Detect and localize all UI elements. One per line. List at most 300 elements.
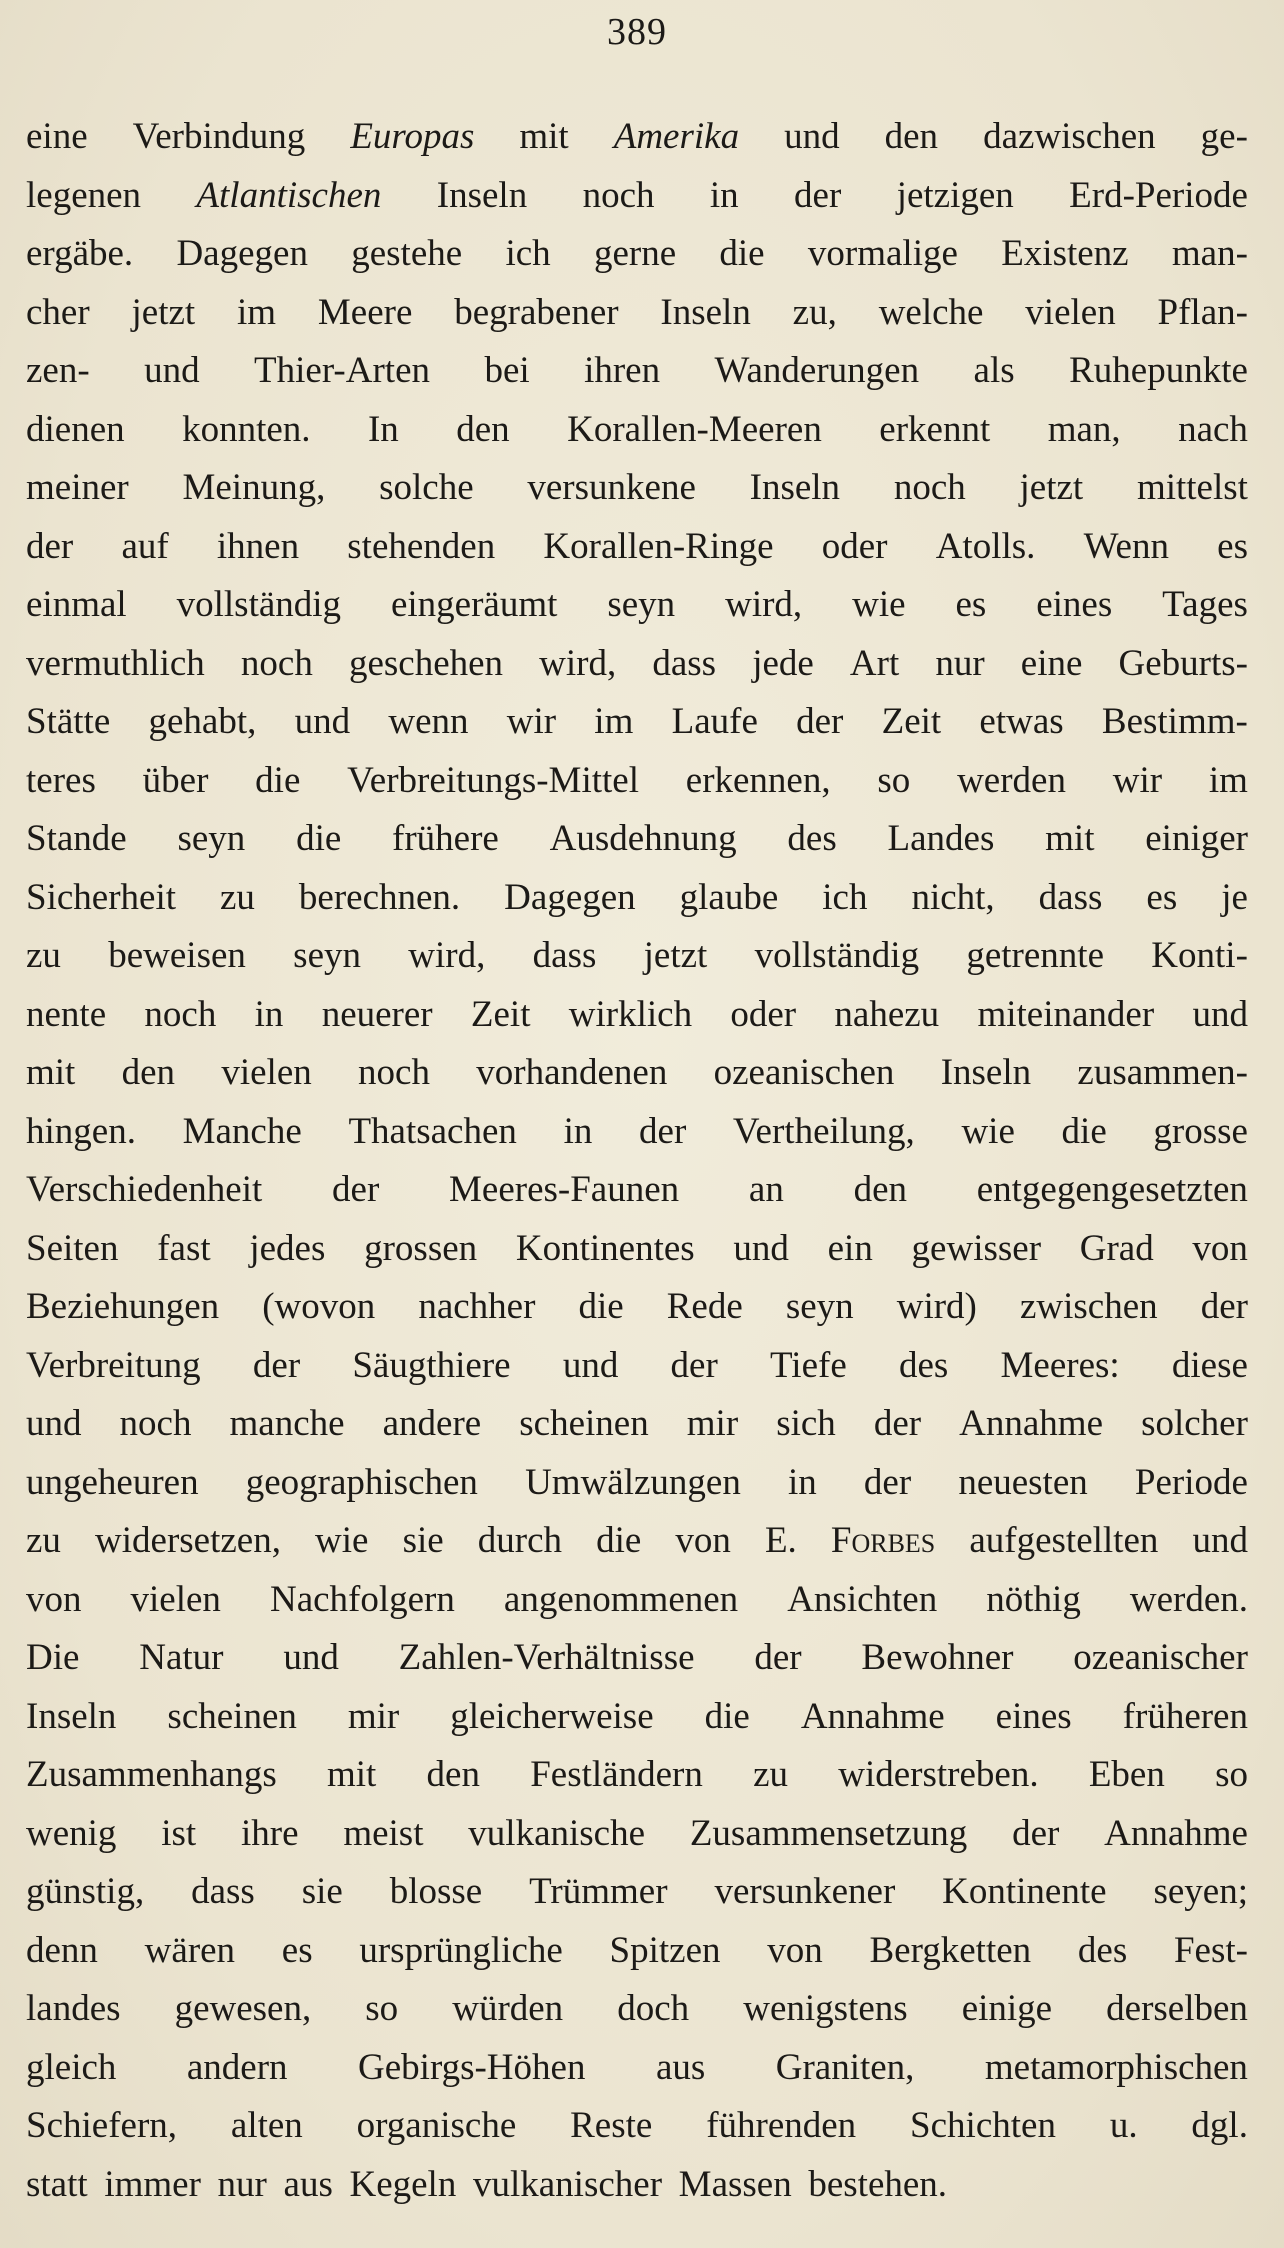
word: Inseln xyxy=(436,174,528,216)
word: ergäbe. xyxy=(26,233,134,274)
word: Korallen-Ringe xyxy=(543,525,774,567)
word: Kontinentes xyxy=(515,1227,695,1269)
word: diese xyxy=(1171,1344,1248,1386)
word: nur xyxy=(935,642,985,684)
word: von xyxy=(26,1578,82,1620)
word: Bewohner xyxy=(861,1637,1014,1678)
word: scheinen xyxy=(167,1695,297,1737)
text-line xyxy=(26,1220,1248,1279)
text-line xyxy=(26,459,1248,518)
word: einmal xyxy=(26,584,127,625)
word: jetzt xyxy=(643,935,708,976)
word: mit xyxy=(326,1754,377,1795)
word: an xyxy=(748,1169,784,1210)
word: Verbreitungs-Mittel xyxy=(347,759,639,801)
text-line xyxy=(26,108,1248,167)
word: Tiefe xyxy=(770,1344,847,1386)
word: in xyxy=(563,1110,593,1152)
word: Reste xyxy=(570,2105,653,2146)
word: dass xyxy=(1038,876,1103,918)
word: der xyxy=(670,1344,718,1386)
word: Bergketten xyxy=(869,1929,1032,1971)
word: hingen. xyxy=(26,1110,136,1152)
word: Erd-Periode xyxy=(1069,174,1248,216)
word: je xyxy=(1221,876,1248,918)
word: Stätte xyxy=(26,701,111,742)
word: Ausdehnung xyxy=(549,818,737,859)
word: wird, xyxy=(539,642,617,684)
word: und xyxy=(1192,993,1248,1035)
word: immer xyxy=(104,2163,201,2205)
word: gewesen, xyxy=(174,1988,312,2029)
word: der xyxy=(1012,1812,1060,1854)
word: Art xyxy=(849,642,900,684)
word: Schichten xyxy=(910,2105,1056,2146)
word: Die xyxy=(26,1637,80,1678)
word: Manche xyxy=(182,1110,302,1152)
word: eine xyxy=(26,116,88,157)
word: ursprüngliche xyxy=(359,1929,563,1971)
word: oder xyxy=(821,525,888,567)
word: Inseln xyxy=(749,467,841,508)
word: ozeanischen xyxy=(713,1052,895,1093)
word: wie xyxy=(315,1520,369,1561)
word: durch xyxy=(477,1520,562,1561)
word: den xyxy=(456,408,510,450)
word: zu xyxy=(220,876,255,918)
word: und xyxy=(562,1344,619,1386)
word: angenommenen xyxy=(503,1578,739,1620)
word: der xyxy=(332,1169,380,1210)
word: den xyxy=(121,1052,176,1093)
word: Atolls. xyxy=(935,525,1036,567)
word: welche xyxy=(878,291,984,333)
text-line xyxy=(26,1688,1248,1747)
word: zu xyxy=(26,1520,61,1561)
word: neuesten xyxy=(958,1461,1088,1503)
text-line xyxy=(26,1629,1248,1688)
text-line xyxy=(26,2039,1248,2098)
word: vielen xyxy=(130,1578,221,1620)
text-line xyxy=(26,1044,1248,1103)
word: gewisser xyxy=(911,1227,1042,1269)
word: dienen xyxy=(26,408,125,450)
word: Schiefern, xyxy=(26,2105,178,2146)
word: neuerer xyxy=(321,993,433,1035)
word: so xyxy=(1215,1754,1248,1795)
word: frühere xyxy=(392,818,499,859)
word: Konti- xyxy=(1151,935,1248,976)
word: legenen xyxy=(26,174,142,216)
word: wird) xyxy=(896,1286,977,1327)
word: In xyxy=(367,408,399,450)
word: Festländern xyxy=(530,1754,703,1795)
word: Massen xyxy=(678,2163,792,2205)
word: manche xyxy=(229,1403,345,1444)
word: Säugthiere xyxy=(352,1344,511,1386)
text-line xyxy=(26,284,1248,343)
word: des xyxy=(1077,1929,1128,1971)
word: gestehe xyxy=(351,233,463,274)
word: es xyxy=(1217,525,1248,567)
word: vielen xyxy=(1025,291,1116,333)
word: der xyxy=(26,525,74,567)
word: zen- xyxy=(26,350,90,391)
word: Trümmer xyxy=(529,1871,668,1912)
word: von xyxy=(1192,1227,1248,1269)
word: und xyxy=(26,1403,82,1444)
word: begrabener xyxy=(454,291,619,333)
word: Graniten, xyxy=(775,2046,915,2088)
word: im xyxy=(1208,759,1248,801)
word: Thier-Arten xyxy=(254,350,430,391)
word: Europas xyxy=(350,116,475,157)
word: Sicherheit xyxy=(26,876,177,918)
word: geographischen xyxy=(245,1461,478,1503)
word: andern xyxy=(186,2046,288,2088)
word: andere xyxy=(382,1403,482,1444)
word: so xyxy=(365,1988,399,2029)
word: Ansichten xyxy=(787,1578,938,1620)
word: ge- xyxy=(1200,116,1248,157)
word: der xyxy=(1200,1286,1248,1327)
word: denn xyxy=(26,1929,98,1971)
text-line xyxy=(26,576,1248,635)
word: Umwälzungen xyxy=(525,1461,741,1503)
text-line xyxy=(26,1922,1248,1981)
word: Spitzen xyxy=(609,1929,721,1971)
word: Fest- xyxy=(1173,1929,1248,1971)
word: zwischen xyxy=(1019,1286,1158,1327)
word: aus xyxy=(655,2046,706,2088)
word: ungeheuren xyxy=(26,1461,199,1503)
word: Zeit xyxy=(881,701,942,742)
word: über xyxy=(142,759,209,801)
word: ich xyxy=(822,876,868,918)
word: sich xyxy=(776,1403,836,1444)
text-line xyxy=(26,1278,1248,1337)
word: vorhandenen xyxy=(476,1052,668,1093)
word: Eben xyxy=(1088,1754,1165,1795)
word: gleich xyxy=(26,2046,117,2088)
word: die xyxy=(296,818,342,859)
word: bei xyxy=(484,350,530,391)
word: aus xyxy=(283,2163,333,2205)
word: aufgestellten xyxy=(969,1520,1159,1561)
word: im xyxy=(594,701,634,742)
word: man, xyxy=(1047,408,1121,450)
word: oder xyxy=(730,993,797,1035)
text-line xyxy=(26,1103,1248,1162)
word: und xyxy=(283,1637,339,1678)
text-line xyxy=(26,1571,1248,1630)
word: Geburts- xyxy=(1118,642,1248,684)
word: teres xyxy=(26,759,96,801)
word: Seiten xyxy=(26,1227,119,1269)
word: vollständig xyxy=(176,584,342,625)
word: Gebirgs-Höhen xyxy=(358,2046,586,2088)
word: vollständig xyxy=(754,935,920,976)
word: mit xyxy=(519,116,569,157)
word: (wovon xyxy=(262,1286,376,1327)
word: gleicherweise xyxy=(450,1695,654,1737)
text-line xyxy=(26,1161,1248,1220)
text-line xyxy=(26,1454,1248,1513)
word: Stande xyxy=(26,818,127,859)
word: noch xyxy=(358,1052,430,1093)
text-line xyxy=(26,342,1248,401)
word: noch xyxy=(893,467,966,508)
word: seyen; xyxy=(1153,1871,1248,1912)
word: bestehen. xyxy=(808,2163,948,2205)
text-line xyxy=(26,2156,1248,2215)
word: Verbreitung xyxy=(26,1344,201,1386)
word: Bestimm- xyxy=(1101,701,1248,742)
word: Rede xyxy=(666,1286,743,1327)
word: Annahme xyxy=(1104,1812,1248,1854)
word: seyn xyxy=(177,818,246,859)
word: mittelst xyxy=(1136,467,1248,508)
word: gerne xyxy=(593,233,677,274)
word: von xyxy=(767,1929,823,1971)
text-line xyxy=(26,1980,1248,2039)
word: berechnen. xyxy=(298,876,461,918)
word: Vertheilung, xyxy=(732,1110,915,1152)
word: ihre xyxy=(241,1812,299,1854)
word: Pflan- xyxy=(1157,291,1248,333)
word: des xyxy=(787,818,837,859)
word: blosse xyxy=(389,1871,483,1912)
word: auf xyxy=(121,525,169,567)
text-line xyxy=(26,1805,1248,1864)
word: ein xyxy=(827,1227,873,1269)
word: Amerika xyxy=(613,116,740,157)
word: vermuthlich xyxy=(26,642,205,684)
word: als xyxy=(973,350,1015,391)
word: Inseln xyxy=(660,291,751,333)
word: Zusammenhangs xyxy=(26,1754,277,1795)
text-line xyxy=(26,1746,1248,1805)
word: glaube xyxy=(679,876,779,918)
word: doch xyxy=(617,1988,690,2029)
word: geschehen xyxy=(348,642,504,684)
word: Atlantischen xyxy=(196,174,382,216)
word: wären xyxy=(144,1929,236,1971)
word: Thatsachen xyxy=(348,1110,517,1152)
word: Inseln xyxy=(940,1052,1032,1093)
word: vormalige xyxy=(807,233,958,274)
word: getrennte xyxy=(966,935,1105,976)
word: nente xyxy=(26,993,107,1035)
word: ihnen xyxy=(216,525,300,567)
word: dass xyxy=(532,935,597,976)
word: und xyxy=(294,701,351,742)
word: wie xyxy=(852,584,906,625)
word: dass xyxy=(652,642,717,684)
word: eines xyxy=(1036,584,1113,625)
word: jede xyxy=(752,642,814,684)
word: zu, xyxy=(792,291,837,333)
word: nöthig xyxy=(986,1578,1081,1620)
word: des xyxy=(898,1344,949,1386)
word: Zeit xyxy=(470,993,531,1035)
text-line xyxy=(26,2097,1248,2156)
word: versunkener xyxy=(714,1871,896,1912)
word: nach xyxy=(1178,408,1248,450)
word: Zusammensetzung xyxy=(689,1812,968,1854)
word: widerstreben. xyxy=(838,1754,1039,1795)
word: Forbes xyxy=(830,1520,936,1561)
word: eines xyxy=(995,1695,1072,1737)
text-line xyxy=(26,1395,1248,1454)
word: noch xyxy=(119,1403,192,1444)
word: Kontinente xyxy=(942,1871,1107,1912)
word: und xyxy=(733,1227,789,1269)
word: Zahlen-Verhältnisse xyxy=(398,1637,695,1678)
word: Wanderungen xyxy=(714,350,920,391)
word: werden. xyxy=(1129,1578,1248,1620)
word: E. xyxy=(764,1520,797,1561)
word: Existenz xyxy=(1001,233,1129,274)
word: wirklich xyxy=(568,993,693,1035)
word: führenden xyxy=(706,2105,857,2146)
word: im xyxy=(237,291,277,333)
word: der xyxy=(639,1110,687,1152)
word: noch xyxy=(240,642,313,684)
word: statt xyxy=(26,2163,88,2205)
word: Beziehungen xyxy=(26,1286,220,1327)
word: der xyxy=(794,174,842,216)
text-line xyxy=(26,1512,1248,1571)
word: mir xyxy=(347,1695,400,1737)
text-line xyxy=(26,1337,1248,1396)
word: ihren xyxy=(584,350,661,391)
word: cher xyxy=(26,291,90,333)
word: und xyxy=(1192,1520,1248,1561)
word: wenig xyxy=(26,1812,117,1854)
word: widersetzen, xyxy=(95,1520,281,1561)
word: Meeres: xyxy=(1000,1344,1120,1386)
word: jetzt xyxy=(1019,467,1084,508)
text-line xyxy=(26,635,1248,694)
word: Kegeln xyxy=(349,2163,457,2205)
word: jedes xyxy=(249,1227,326,1269)
word: seyn xyxy=(607,584,676,625)
word: Laufe xyxy=(671,701,758,742)
word: Grad xyxy=(1079,1227,1154,1269)
word: der xyxy=(873,1403,922,1444)
word: die xyxy=(578,1286,624,1327)
body-text xyxy=(26,108,1248,2214)
word: dazwischen xyxy=(983,116,1156,157)
word: Meeres-Faunen xyxy=(449,1169,680,1210)
word: versunkene xyxy=(527,467,696,508)
word: dgl. xyxy=(1191,2105,1248,2146)
word: stehenden xyxy=(347,525,496,567)
word: erkennen, xyxy=(685,759,831,801)
word: jetzigen xyxy=(896,174,1014,216)
word: die xyxy=(704,1695,750,1737)
word: Ruhepunkte xyxy=(1069,350,1248,391)
text-line xyxy=(26,518,1248,577)
word: mit xyxy=(1045,818,1095,859)
word: fast xyxy=(157,1227,211,1269)
word: grossen xyxy=(364,1227,478,1269)
word: den xyxy=(426,1754,480,1795)
word: solche xyxy=(379,467,474,508)
word: entgegengesetzten xyxy=(976,1169,1248,1210)
word: es xyxy=(281,1929,313,1971)
word: noch xyxy=(144,993,217,1035)
word: Natur xyxy=(139,1637,224,1678)
word: der xyxy=(754,1637,802,1678)
text-line xyxy=(26,167,1248,226)
word: wenn xyxy=(388,701,469,742)
text-line xyxy=(26,401,1248,460)
word: wird, xyxy=(408,935,486,976)
word: Korallen-Meeren xyxy=(567,408,822,450)
word: der xyxy=(863,1461,912,1503)
word: in xyxy=(254,993,284,1035)
word: vulkanischer xyxy=(472,2163,663,2205)
word: vulkanische xyxy=(468,1812,646,1854)
word: wie xyxy=(961,1110,1015,1152)
word: und xyxy=(784,116,840,157)
word: früheren xyxy=(1122,1695,1248,1737)
word: würden xyxy=(452,1988,564,2029)
word: in xyxy=(709,174,739,216)
word: ich xyxy=(505,233,551,274)
word: scheinen xyxy=(519,1403,649,1444)
text-line xyxy=(26,225,1248,284)
word: miteinander xyxy=(977,993,1155,1035)
word: es xyxy=(955,584,987,625)
word: etwas xyxy=(979,701,1064,742)
word: mit xyxy=(26,1052,76,1093)
word: seyn xyxy=(293,935,361,976)
word: Verbindung xyxy=(132,116,306,157)
word: meiner xyxy=(26,467,129,508)
word: meist xyxy=(343,1812,424,1854)
word: gehabt, xyxy=(148,701,257,742)
word: nicht, xyxy=(911,876,995,918)
word: und xyxy=(144,350,200,391)
word: wir xyxy=(506,701,557,742)
text-line xyxy=(26,1863,1248,1922)
word: nur xyxy=(217,2163,267,2205)
word: der xyxy=(796,701,844,742)
page-number: 389 xyxy=(607,11,667,53)
word: der xyxy=(252,1344,301,1386)
word: metamorphischen xyxy=(984,2046,1248,2088)
word: Periode xyxy=(1134,1461,1248,1503)
word: dass xyxy=(191,1871,255,1912)
word: wir xyxy=(1112,759,1163,801)
word: derselben xyxy=(1106,1988,1248,2029)
word: Annahme xyxy=(959,1403,1104,1444)
word: den xyxy=(884,116,939,157)
word: Nachfolgern xyxy=(269,1578,455,1620)
word: konnten. xyxy=(182,408,311,450)
word: zu xyxy=(753,1754,789,1795)
word: landes xyxy=(26,1988,121,2029)
word: zu xyxy=(26,935,61,976)
word: grosse xyxy=(1153,1110,1248,1152)
word: eine xyxy=(1020,642,1083,684)
word: Dagegen xyxy=(504,876,636,918)
text-line xyxy=(26,752,1248,811)
word: Annahme xyxy=(800,1695,945,1737)
